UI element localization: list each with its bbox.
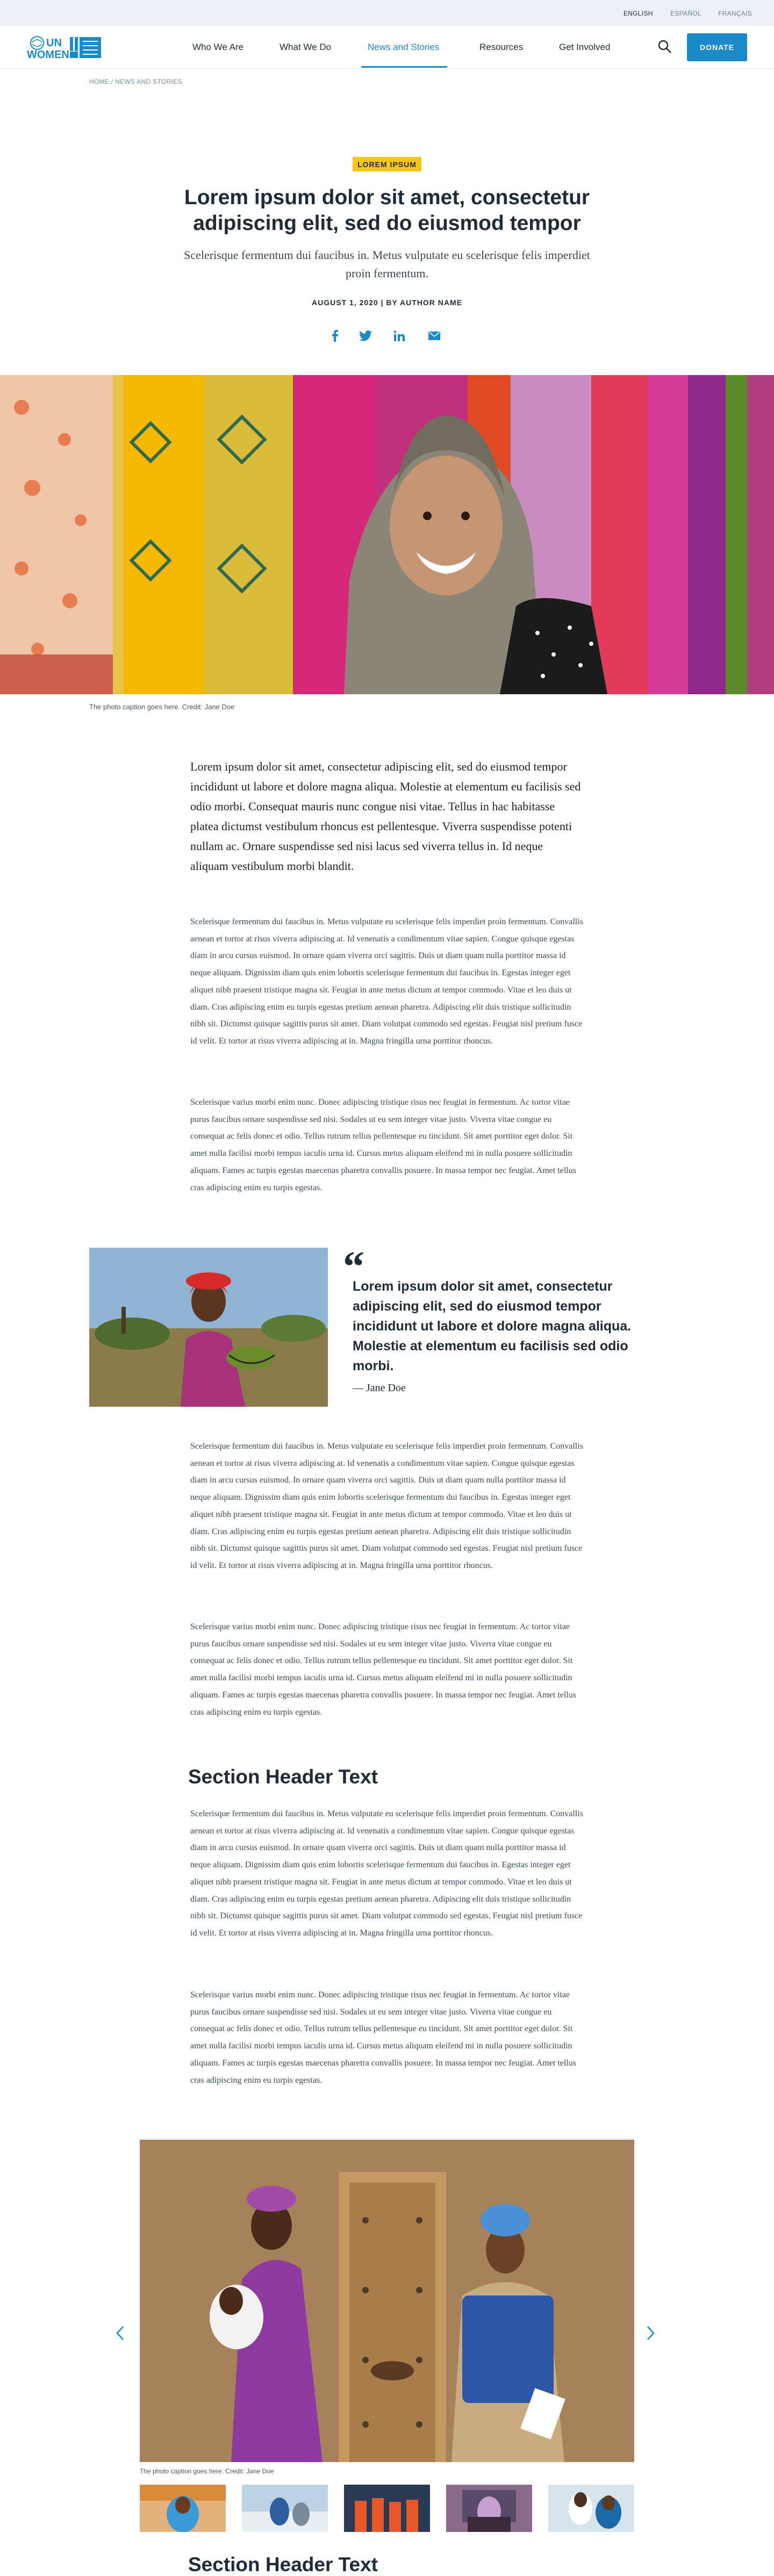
nav-who-we-are[interactable]: Who We Are [192, 42, 244, 52]
article-byline: AUGUST 1, 2020 | BY AUTHOR NAME [312, 298, 462, 307]
svg-text:WOMEN: WOMEN [27, 49, 69, 60]
gallery-prev-arrow-icon[interactable] [112, 2322, 128, 2344]
section-header: Section Header Text [188, 1766, 378, 1788]
nav-get-involved[interactable]: Get Involved [559, 42, 611, 52]
gallery-next-arrow-icon[interactable] [643, 2322, 659, 2344]
gallery-caption: The photo caption goes here. Credit: Jane Doe [140, 2467, 274, 2475]
nav-active-indicator [361, 66, 447, 68]
body-paragraph: Scelerisque fermentum dui faucibus in. Metus vulputate eu scelerisque felis imperdiet proin fermentum. Convallis aenean et tortor at risus viverra adipiscing at. Id venenatis a condimentum vitae sapien. Congue quisque egestas diam in arcu cursus euismod. In ornare quam viverra orci sagittis. Duis ut diam quam nulla porttitor massa id neque aliquam. Dignissim diam quis enim lobortis scelerisque fermentum dui faucibus in. Egestas integer eget aliquet nibh praesent tristique magna sit. Feugiat in ante metus dictum at tempor commodo. Vitae et leo duis ut diam. Cras adipiscing enim eu turpis egestas pretium aenean pharetra. Adipiscing elit duis tristique sollicitudin nibh sit. Dictumst quisque sagittis purus sit amet. Diam volutpat commodo sed egestas. Feugiat nisl pretium fusce id velit. Et tortor at risus viverra adipiscing at in. Magna fringilla urna porttitor rhoncus. [190, 917, 583, 1046]
body-paragraph: Scelerisque fermentum dui faucibus in. Metus vulputate eu scelerisque felis imperdiet proin fermentum. Convallis aenean et tortor at risus viverra adipiscing at. Id venenatis a condimentum vitae sapien. Congue quisque egestas diam in arcu cursus euismod. In ornare quam viverra orci sagittis. Duis ut diam quam nulla porttitor massa id neque aliquam. Dignissim diam quis enim lobortis scelerisque fermentum dui faucibus in. Egestas integer eget aliquet nibh praesent tristique magna sit. Feugiat in ante metus dictum at tempor commodo. Vitae et leo duis ut diam. Cras adipiscing enim eu turpis egestas pretium aenean pharetra. Adipiscing elit duis tristique sollicitudin nibh sit. Dictumst quisque sagittis purus sit amet. Diam volutpat commodo sed egestas. Feugiat nisl pretium fusce id velit. Et tortor at risus viverra adipiscing at in. Magna fringilla urna porttitor rhoncus. [190, 1442, 583, 1570]
nav-news-and-stories[interactable]: News and Stories [368, 42, 440, 52]
quote-mark-icon: “ [343, 1243, 364, 1291]
body-paragraph: Scelerisque fermentum dui faucibus in. Metus vulputate eu scelerisque felis imperdiet proin fermentum. Convallis aenean et tortor at risus viverra adipiscing at. Id venenatis a condimentum vitae sapien. Congue quisque egestas diam in arcu cursus euismod. In ornare quam viverra orci sagittis. Duis ut diam quam nulla porttitor massa id neque aliquam. Dignissim diam quis enim lobortis scelerisque fermentum dui faucibus in. Egestas integer eget aliquet nibh praesent tristique magna sit. Feugiat in ante metus dictum at tempor commodo. Vitae et leo duis ut diam. Cras adipiscing enim eu turpis egestas pretium aenean pharetra. Adipiscing elit duis tristique sollicitudin nibh sit. Dictumst quisque sagittis purus sit amet. Diam volutpat commodo sed egestas. Feugiat nisl pretium fusce id velit. Et tortor at risus viverra adipiscing at in. Magna fringilla urna porttitor rhoncus. [190, 1809, 583, 1938]
linkedin-share-icon[interactable] [392, 329, 406, 343]
gallery-thumbnail[interactable] [446, 2485, 532, 2532]
pull-quote: Lorem ipsum dolor sit amet, consectetur adipiscing elit, sed do eiusmod tempor incididunt ut labore et dolore magna aliqua. Molestie at elementum eu facilisis sed odio morbi. [353, 1279, 632, 1373]
donate-button[interactable]: DONATE [687, 33, 747, 61]
utility-bar [0, 0, 774, 26]
gallery-thumbnail[interactable] [242, 2485, 328, 2532]
hero-image [0, 375, 774, 694]
quote-author: — Jane Doe [353, 1382, 406, 1394]
lead-paragraph: Lorem ipsum dolor sit amet, consectetur adipiscing elit, sed do eiusmod tempor incididunt ut labore et dolore magna aliqua. Molestie at elementum eu facilisis sed odio morbi. Consequat mauris nunc congue nisi vitae. Tellus in hac habitasse platea dictumst vestibulum rhoncus est pellentesque. Viverra suspendisse potenti nullam ac. Ornare suspendisse sed nisi lacus sed viverra tellus in. Id neque aliquam vestibulum morbi blandit. [190, 760, 581, 873]
gallery-thumbnail[interactable] [548, 2485, 634, 2532]
lang-espanol[interactable]: ESPAÑOL [670, 10, 701, 17]
body-paragraph: Scelerisque varius morbi enim nunc. Donec adipiscing tristique risus nec feugiat in fermentum. Ac tortor vitae purus faucibus ornare suspendisse sed nisi. Sodales ut eu sem integer vitae justo. Viverra vitae congue eu consequat ac felis donec et odio. Tellus rutrum tellus pellentesque eu tincidunt. Sit amet porttitor eget dolor. Sit amet nulla facilisi morbi tempus iaculis urna id. Cursus metus aliquam eleifend mi in nulla posuere sollicitudin aliquam. Fames ac turpis egestas maecenas pharetra convallis posuere. In massa tempor nec feugiat. Amet tellus cras adipiscing enim eu turpis egestas. [190, 1622, 576, 1717]
email-share-icon[interactable] [427, 329, 441, 343]
section-header: Section Header Text [188, 2553, 378, 2575]
site-header [0, 26, 774, 69]
quote-image [89, 1248, 328, 1407]
nav-what-we-do[interactable]: What We Do [280, 42, 332, 52]
category-tag[interactable]: LOREM IPSUM [353, 157, 421, 171]
un-women-logo[interactable] [27, 35, 102, 60]
gallery-thumbnail[interactable] [140, 2485, 226, 2532]
breadcrumb[interactable]: HOME / NEWS AND STORIES [89, 78, 182, 85]
nav-resources[interactable]: Resources [479, 42, 524, 52]
twitter-share-icon[interactable] [359, 329, 372, 343]
gallery-main-image [140, 2140, 634, 2462]
facebook-share-icon[interactable] [328, 329, 342, 343]
svg-text:UN: UN [46, 37, 62, 49]
body-paragraph: Scelerisque varius morbi enim nunc. Donec adipiscing tristique risus nec feugiat in fermentum. Ac tortor vitae purus faucibus ornare suspendisse sed nisi. Sodales ut eu sem integer vitae justo. Viverra vitae congue eu consequat ac felis donec et odio. Tellus rutrum tellus pellentesque eu tincidunt. Sit amet porttitor eget dolor. Sit amet nulla facilisi morbi tempus iaculis urna id. Cursus metus aliquam eleifend mi in nulla posuere sollicitudin aliquam. Fames ac turpis egestas maecenas pharetra convallis posuere. In massa tempor nec feugiat. Amet tellus cras adipiscing enim eu turpis egestas. [190, 1098, 576, 1192]
lang-francais[interactable]: FRANÇAIS [718, 10, 752, 17]
body-paragraph: Scelerisque varius morbi enim nunc. Donec adipiscing tristique risus nec feugiat in fermentum. Ac tortor vitae purus faucibus ornare suspendisse sed nisi. Sodales ut eu sem integer vitae justo. Viverra vitae congue eu consequat ac felis donec et odio. Tellus rutrum tellus pellentesque eu tincidunt. Sit amet porttitor eget dolor. Sit amet nulla facilisi morbi tempus iaculis urna id. Cursus metus aliquam eleifend mi in nulla posuere sollicitudin aliquam. Fames ac turpis egestas maecenas pharetra convallis posuere. In massa tempor nec feugiat. Amet tellus cras adipiscing enim eu turpis egestas. [190, 1990, 576, 2085]
lang-english[interactable]: ENGLISH [624, 10, 653, 17]
search-icon[interactable] [657, 39, 673, 55]
article-subtitle: Scelerisque fermentum dui faucibus in. Metus vulputate eu scelerisque felis imperdiet proin fermentum. [184, 248, 590, 280]
page-title: Lorem ipsum dolor sit amet, consectetur adipiscing elit, sed do eiusmod tempor [184, 186, 590, 235]
gallery-thumbnail[interactable] [344, 2485, 430, 2532]
hero-caption: The photo caption goes here. Credit: Jane Doe [89, 703, 235, 711]
